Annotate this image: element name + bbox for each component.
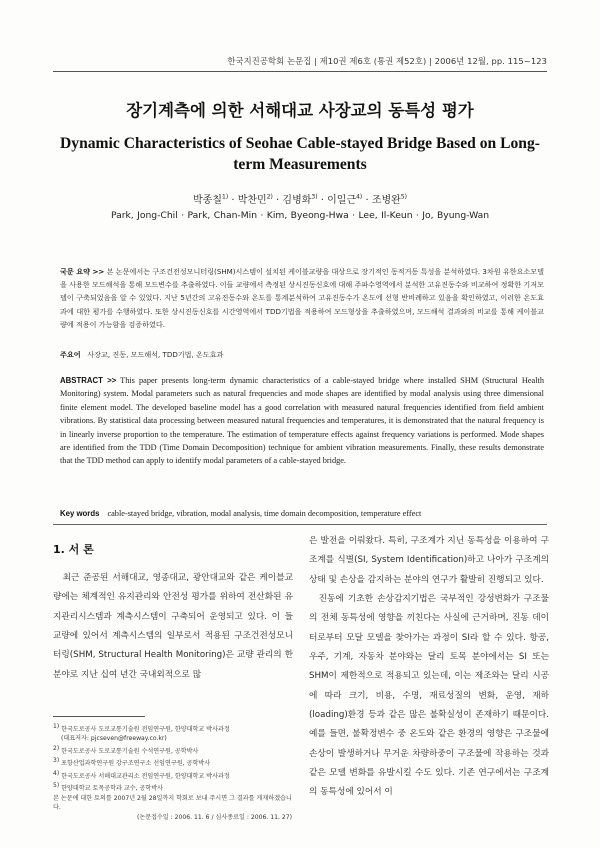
korean-abstract <box>60 265 544 331</box>
korean-keywords <box>60 350 544 360</box>
footnote-text: (대표저자: pjcseven@freeway.co.kr) <box>61 735 167 743</box>
english-keywords-label: Key words <box>60 509 100 518</box>
footnote-text: 한양대학교 토목공학과 교수, 공학박사 <box>61 785 164 793</box>
running-header: 한국지진공학회 논문집 | 제10권 제6호 (통권 제52호) | 2006년 12월, pp. 115~123 <box>227 56 547 66</box>
korean-authors <box>0 191 600 206</box>
footnote-number: 4) <box>53 769 60 777</box>
english-abstract-label: ABSTRACT >> <box>60 376 117 385</box>
discussion-note: 본 논문에 대한 토의를 2007년 2월 28일까지 학회로 보내 주시면 그 결과를 게재하겠습니다. <box>53 794 292 811</box>
english-authors: Park, Jong-Chil · Park, Chan-Min · Kim, Byeong-Hwa · Lee, Il-Keun · Jo, Byung-Wan <box>110 210 490 221</box>
footnote <box>53 781 298 793</box>
author-name: 이일근 <box>327 195 357 206</box>
english-keywords <box>60 509 544 518</box>
english-abstract-text: This paper presents long-term dynamic characteristics of a cable-stayed bridge where installed SHM (Structural Health Monitoring) system. Modal parameters such as natural frequencies and mode shapes are identified by modal analysis using three dimensional finite element model. The developed baseline model has a good correlation with measured natural frequencies identified from field ambient vibrations. By statistical data processing between measured natural frequencies and temperatures, it is demonstrated that the natural frequency is in linearly inverse proportion to the temperature. The estimation of temperature effects against frequency variations is performed. Mode shapes are identified from the TDD (Time Domain Decomposition) technique for ambient vibration measurements. Finally, these results demonstrate that the TDD method can apply to identify modal parameters of a cable-stayed bridge. <box>60 376 544 466</box>
english-title: Dynamic Characteristics of Seohae Cable-stayed Bridge Based on Long-term Measurements <box>60 135 540 173</box>
author-separator: · <box>317 195 328 206</box>
received-dates: (논문접수일 : 2006. 11. 6 / 심사종료일 : 2006. 11. 27) <box>136 814 292 822</box>
footnote-text: 포항산업과학연구원 강구조연구소 선임연구원, 공학박사 <box>61 760 211 768</box>
footnote-number: 1) <box>53 723 60 730</box>
korean-abstract-label: 국문 요약 >> <box>60 267 105 276</box>
footnote-text: 한국도로공사 서해대교관리소 전임연구원, 한양대학교 박사과정 <box>61 772 230 780</box>
author-separator: · <box>272 195 283 206</box>
korean-abstract-text: 본 논문에서는 구조건전성모니터링(SHM)시스템이 설치된 케이블교량을 대상으로 장기적인 동적거동 특성을 분석하였다. 3차원 유한요소모델을 사용한 모드해석을 통해 모드변수를 추출하였다. 이들 교량에서 측정된 상시진동신호에 대해 주파수영역에서 분석한 고유진동수와 비교하여 정확한 기저모델이 구축되었음을 알 수 있었다. 지난 5년간의 고유진동수와 온도를 통계분석하여 고유진동수가 온도에 선형 반비례하고 있음을 확인하였고, 이러한 온도효과에 대한 평가를 수행하였다. 또한 상시진동신호를 시간영역에서 TDD기법을 적용하여 모드형상을 추출하였으며, 모드해석 결과와의 비교를 통해 케이블교량에 적용이 가능함을 검증하였다. <box>60 267 544 329</box>
body-paragraph: 은 발전을 이뤄왔다. 특히, 구조계가 지닌 동특성을 이용하여 구조계를 식별(SI, System Identification)하고 나아가 구조계의 상태 및 손상을 감지하는 분야의 연구가 활발히 진행되고 있다. <box>309 536 549 585</box>
body-paragraph: 진동에 기초한 손상감지기법은 국부적인 강성변화가 구조물의 전체 동특성에 영향을 끼친다는 사실에 근거하며, 진동 데이터로부터 모달 모델을 찾아가는 과정이 SI라 할 수 있다. 항공, 우주, 기계, 자동차 분야와는 달리 토목 분야에서는 SI 또는 SHM이 제한적으로 적용되고 있는데, 이는 제조와는 달리 시공에 따라 크기, 비용, 수명, 재료성질의 변화, 운영, 재하(loading)환경 등과 같은 많은 불확실성이 존재하기 때문이다. 예를 들면, 불확정변수 중 온도와 같은 환경의 영향은 구조물에 손상이 발생하거나 무거운 차량하중이 구조물에 작용하는 것과 같은 모델 변화를 유발시킬 수도 있다. 기존 연구에서는 구조계의 동특성에 있어서 이 <box>309 594 549 798</box>
author-affiliation-number: 5) <box>400 193 407 201</box>
english-abstract <box>60 374 544 468</box>
english-keywords-text: cable-stayed bridge, vibration, modal analysis, time domain decomposition, temperature effect <box>107 509 422 518</box>
footnote-number: 3) <box>53 757 60 765</box>
korean-title: 장기계측에 의한 서해대교 사장교의 동특성 평가 <box>126 101 474 120</box>
author-name: 조병완 <box>371 195 401 206</box>
footnote-rule <box>53 716 145 717</box>
footnotes <box>53 722 298 823</box>
right-column <box>309 532 549 803</box>
author-separator: · <box>362 195 372 206</box>
author-name: 박종칠 <box>193 195 222 206</box>
footnote-number: 5) <box>53 782 60 790</box>
footnote <box>53 744 298 756</box>
author-separator: · <box>228 195 238 206</box>
section-rule <box>53 524 547 525</box>
footnote <box>53 769 298 781</box>
footnote <box>53 734 298 743</box>
footnote-text: 한국도로공사 도로교통기술원 전임연구원, 한양대학교 박사과정 <box>61 726 230 734</box>
footnote-text: 한국도로공사 도로교통기술원 수석연구원, 공학박사 <box>61 747 199 755</box>
footnote <box>53 722 298 734</box>
author-affiliation-number: 4) <box>356 193 363 201</box>
footnote-number: 2) <box>53 744 60 752</box>
author-name: 박찬민 <box>237 195 267 206</box>
left-column <box>53 569 293 685</box>
korean-keywords-text: 사장교, 진동, 모드해석, TDD기법, 온도효과 <box>87 350 224 359</box>
footnote <box>53 756 298 768</box>
korean-keywords-label: 주요어 <box>60 350 81 359</box>
author-affiliation-number: 2) <box>266 193 273 201</box>
section-heading: 1. 서 론 <box>53 543 94 556</box>
author-affiliation-number: 1) <box>222 193 229 201</box>
header-rule <box>53 71 547 72</box>
body-paragraph: 최근 준공된 서해대교, 영종대교, 광안대교와 같은 케이블교량에는 체계적인 유지관리와 안전성 평가를 위하여 전산화된 유지관리시스템과 계측시스템이 구축되어 운영되고 있다. 이 들 교량에 있어서 계측시스템의 일부로서 적용된 구조건전성모니터링(SHM, Structural Health Monitoring)은 교량 관리의 한 분야로 지난 십여 년간 국내외적으로 많 <box>53 573 293 680</box>
author-name: 김병화 <box>282 195 312 206</box>
author-affiliation-number: 3) <box>311 193 318 201</box>
